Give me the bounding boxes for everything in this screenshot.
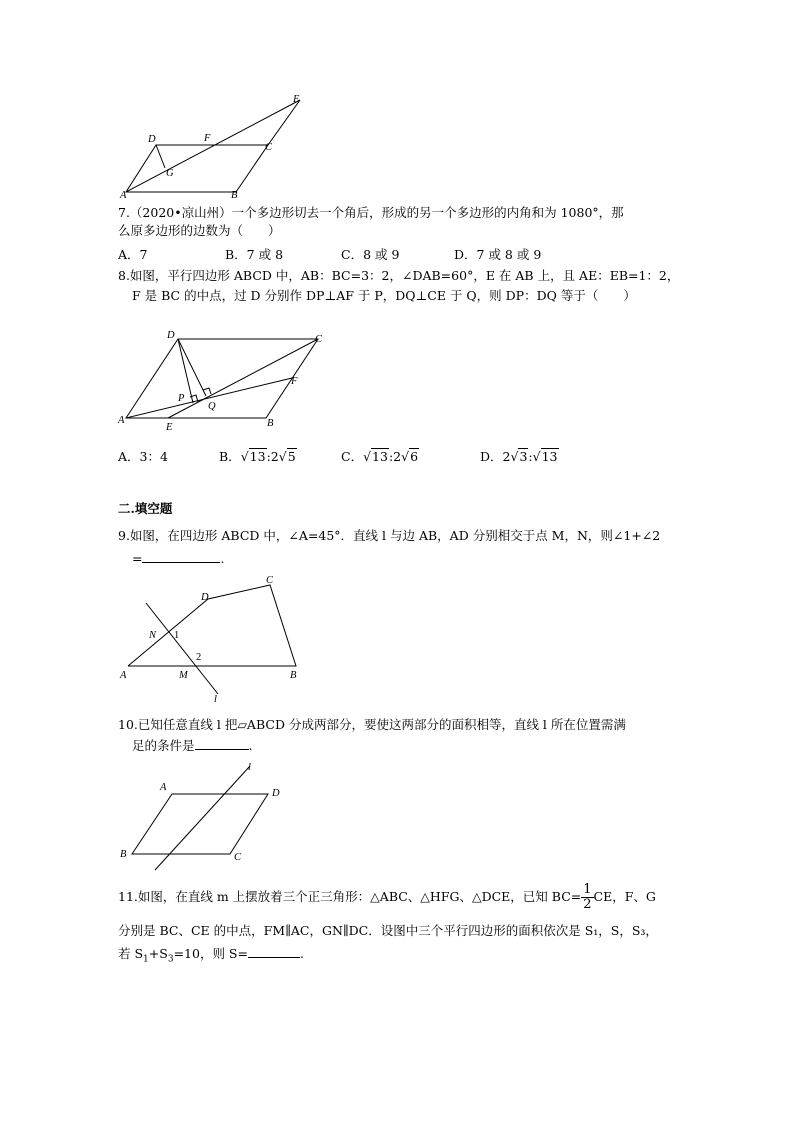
q9-line2 — [132, 549, 224, 566]
q8-c-root2: 6 — [410, 449, 419, 464]
label-d: D — [201, 592, 209, 603]
q7-option-b: B．7 或 8 — [225, 247, 284, 262]
label-1: 1 — [174, 630, 180, 641]
fraction-denominator: 2 — [583, 897, 592, 912]
q8-line2: F 是 BC 的中点，过 D 分别作 DP⊥AF 于 P，DQ⊥CE 于 Q，则 DP：DQ 等于（ ） — [132, 288, 636, 303]
fraction-one-half — [581, 883, 593, 912]
label-a: A — [120, 670, 127, 681]
q9-answer-blank[interactable] — [142, 549, 220, 563]
q8-d-root2: 13 — [541, 449, 558, 464]
q11-line1-text: 11.如图，在直线 m 上摆放着三个正三角形：△ABC、△HFG、△DCE，已知 BC= — [118, 889, 582, 904]
label-e: E — [293, 94, 300, 105]
q8-c-root1: 13 — [372, 449, 388, 464]
q7-option-c: C．8 或 9 — [341, 247, 400, 262]
q7-line2: 么原多边形的边数为（ ） — [118, 223, 281, 238]
q8-b-prefix: B． — [219, 449, 241, 464]
q7-option-a: A．7 — [118, 247, 148, 262]
label-a: A — [160, 782, 167, 793]
diagram-quadrilateral — [110, 568, 320, 708]
label-n: N — [149, 630, 157, 641]
q10-line2-text: 足的条件是 — [132, 738, 195, 753]
label-g: G — [166, 168, 174, 179]
q8-d-prefix: D．2 — [480, 449, 511, 464]
q10-line2 — [132, 736, 253, 754]
q8-option-a: A．3：4 — [118, 449, 168, 464]
q11-period: . — [299, 946, 304, 961]
label-c: C — [234, 852, 242, 863]
q8-c-sep: :2 — [388, 449, 402, 464]
label-l: l — [214, 694, 217, 705]
q11-line3-mid: +S — [148, 946, 168, 961]
q11-sub3: 3 — [167, 954, 174, 965]
q11-line2: 分别是 BC、CE 的中点，FM∥AC，GN∥DC．设图中三个平行四边形的面积依次是 S₁，S，S₃， — [118, 923, 658, 938]
q9-line1: 9.如图，在四边形 ABCD 中，∠A=45°．直线 l 与边 AB，AD 分别相交于点 M，N，则∠1+∠2 — [118, 528, 661, 543]
label-e: E — [166, 422, 173, 433]
label-f: F — [291, 376, 298, 387]
q10-answer-blank[interactable] — [195, 736, 249, 750]
q8-line1: 8.如图，平行四边形 ABCD 中，AB：BC=3：2，∠DAB=60°，E 在 AB 上，且 AE：EB=1：2， — [118, 268, 680, 283]
label-d: D — [167, 330, 175, 341]
label-b: B — [231, 190, 238, 200]
fraction-numerator: 1 — [583, 882, 592, 897]
label-l: l — [248, 762, 251, 773]
q8-b-root2: 5 — [287, 449, 296, 464]
label-b: B — [120, 849, 127, 860]
label-2: 2 — [196, 652, 202, 663]
label-m: M — [179, 670, 188, 681]
q7-line1: 7.（2020•凉山州）一个多边形切去一个角后，形成的另一个多边形的内角和为 1080°，那 — [118, 205, 624, 220]
section-title: 二.填空题 — [118, 501, 173, 516]
q7-option-d: D．7 或 8 或 9 — [454, 247, 542, 262]
q11-line1 — [118, 883, 656, 912]
label-c: C — [266, 575, 274, 586]
label-a: A — [118, 415, 125, 426]
label-f: F — [204, 133, 211, 144]
q8-option-c: C．√13:2√6 — [341, 449, 419, 464]
label-p: P — [178, 393, 185, 404]
label-d: D — [148, 134, 156, 145]
label-q: Q — [208, 401, 216, 412]
label-d: D — [272, 788, 280, 799]
q9-period: . — [220, 551, 225, 566]
q11-sub1: 1 — [143, 954, 149, 965]
q9-equals: = — [132, 551, 143, 566]
label-c: C — [265, 142, 273, 153]
diagram-parallelogram-pq — [110, 322, 340, 437]
q8-c-prefix: C． — [341, 449, 364, 464]
q8-option-b: B．√13:2√5 — [219, 449, 296, 464]
diagram-parallelogram-line — [110, 756, 310, 876]
diagram-parallelogram-e — [110, 90, 320, 200]
label-a: A — [120, 190, 127, 200]
q8-d-root1: 3 — [519, 449, 528, 464]
label-b: B — [290, 670, 297, 681]
q10-period: . — [248, 738, 253, 753]
q11-line3-mid2: =10，则 S= — [173, 946, 248, 961]
q11-line3-prefix: 若 S — [118, 946, 144, 961]
q10-line1: 10.已知任意直线 l 把▱ABCD 分成两部分，要使这两部分的面积相等，直线 l 所在位置需满 — [118, 717, 626, 732]
q8-d-sep: : — [528, 449, 533, 464]
q11-line1-suffix: CE，F、G — [593, 889, 656, 904]
q11-answer-blank[interactable] — [248, 944, 300, 958]
label-c: C — [315, 334, 323, 345]
label-b: B — [267, 418, 274, 429]
q11-line3 — [118, 944, 304, 965]
q8-b-root1: 13 — [249, 449, 266, 464]
q8-option-d: D．2√3:√13 — [480, 449, 558, 464]
q8-b-sep: :2 — [266, 449, 279, 464]
